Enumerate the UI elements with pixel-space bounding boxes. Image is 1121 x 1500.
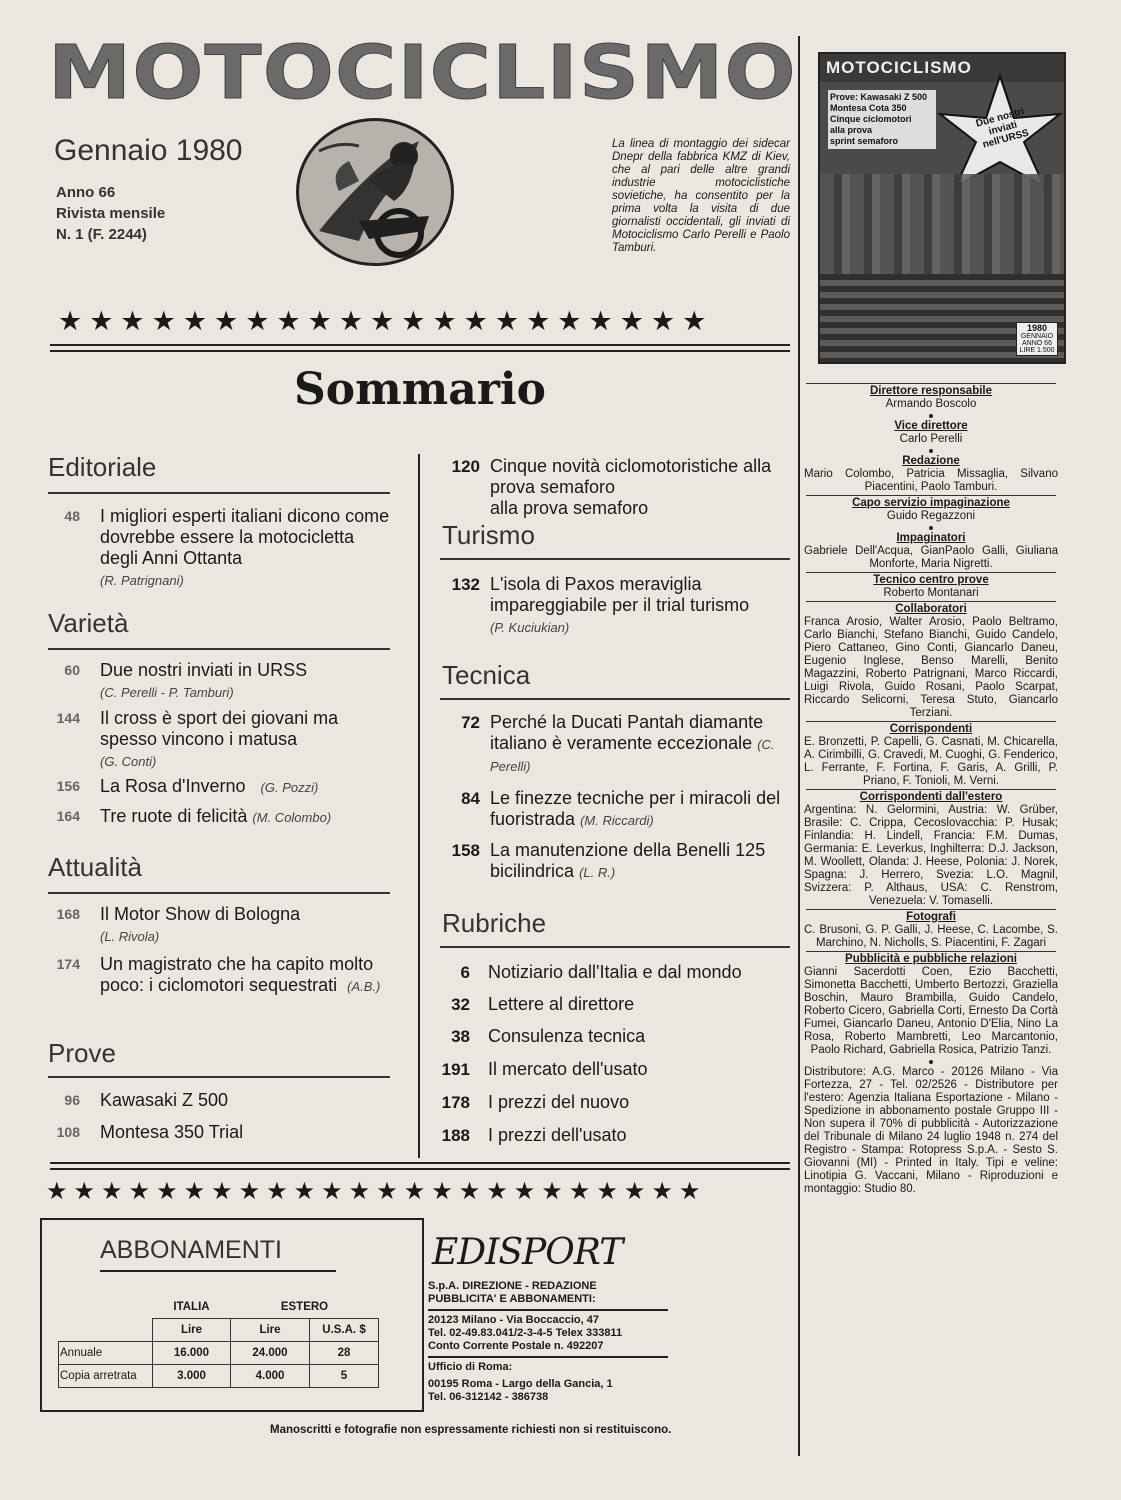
section-rule (48, 1076, 390, 1078)
list-item[interactable]: 178 I prezzi del nuovo (441, 1092, 630, 1112)
section-editoriale: Editoriale (48, 452, 157, 482)
list-item[interactable]: 72 Perché la Ducati Pantah diamante italiano è veramente eccezionale (C. Perelli) (461, 712, 775, 774)
list-item[interactable]: 156 La Rosa d'Inverno (G. Pozzi) (56, 776, 319, 796)
subscription-table: ITALIA ESTERO Lire Lire U.S.A. $ Annuale 16.000 24.000 28 Copia arretrata 3.000 4.000 5 (58, 1296, 379, 1388)
issue-year: Anno 66 (56, 184, 116, 201)
edisport-logo: EDISPORT (432, 1232, 623, 1273)
motorcycle-rider-logo (296, 118, 454, 266)
list-item[interactable]: 60 Due nostri inviati in URSS (C. Perelli - P. Tamburi) (64, 660, 308, 700)
list-item[interactable]: 191 Il mercato dell'usato (441, 1059, 648, 1079)
section-rule (440, 946, 790, 948)
issue-type: Rivista mensile (56, 205, 166, 222)
issue-date: Gennaio 1980 (54, 134, 243, 167)
list-item[interactable]: 174 Un magistrato che ha capito molto poco: i ciclomotori sequestrati (A.B.) (56, 954, 381, 995)
list-item[interactable]: 96 Kawasaki Z 500 (64, 1090, 229, 1110)
edisport-info: S.p.A. DIREZIONE - REDAZIONE PUBBLICITA' E ABBONAMENTI: 20123 Milano - Via Boccaccio, 47 Tel. 02-49.83.041/2-3-4-5 Telex 333811 Conto Corrente Postale n. 492207 Ufficio di Roma: 00195 Roma - Largo della Gancia, 1 Tel. 06-312142 - 386738 (428, 1280, 668, 1404)
section-rule (48, 648, 390, 650)
list-item[interactable]: 6 Notiziario dall'Italia e dal mondo (460, 962, 742, 982)
cover-lines: Prove: Kawasaki Z 500 Montesa Cota 350 Cinque ciclomotori alla prova sprint semaforo (828, 90, 936, 149)
top-rule-1 (50, 344, 790, 346)
section-rule (440, 558, 790, 560)
list-item[interactable]: 164 Tre ruote di felicità (M. Colombo) (56, 806, 332, 826)
rider-illustration (299, 121, 451, 263)
list-item[interactable]: 144 Il cross è sport dei giovani ma spesso vincono i matusa (G. Conti) (56, 708, 339, 769)
section-rule (48, 492, 390, 494)
staff-masthead: Direttore responsabile Armando Boscolo Vice direttore Carlo Perelli Redazione Mario Colombo, Patricia Missaglia, Silvano Piacentini, Paolo Tamburi. Capo servizio impaginazione Guido Regazzoni Impaginatori Gabriele Dell'Acqua, GianPaolo Galli, Giuliana Monforte, Maria Nigretti. Tecnico centro prove Roberto Montanari Collaboratori Franca Arosio, Walter Arosio, Paolo Beltramo, Carlo Bianchi, Stefano Bianchi, Guido Candelo, Piero Cattaneo, Gino Conti, Giancarlo Daneu, Eugenio Inglese, Benso Marelli, Benito Magazzini, Roberto Patrignani, Marco Riccardi, Luigi Rivola, Guido Rosani, Paolo Scarpat, Riccardo Selicorni, Teresa Stuto, Giancarlo Terziani. Corrispondenti E. Bronzetti, P. Capelli, G. Casnati, M. Chicarella, A. Cirimbilli, G. Cravedi, M. Cuoghi, G. Fenderico, L. Ferrante, F. Fortina, F. Garis, A. Grilli, P. Priano, F. Tonioli, M. Verni. Corrispondenti dall'estero Argentina: N. Gelormini, Austria: W. Grüber, Brasile: C. Crippa, Cecoslovacchia: P. Husak; Finlandia: H. Lindell, Francia: F.M. Dumas, Germania: E. Leverkus, Inghilterra: D.J. Jackson, M. Woollett, Olanda: J. Heese, Polonia: J. Norek, Spagna: J. Herrero, Svezia: L.O. Magnil, Svizzera: P. Althaus, USA: C. Renstrom, Venezuela: V. Tomaselli. Fotografi C. Brusoni, G. P. Galli, J. Heese, C. Lacombe, S. Marchino, N. Nicholls, S. Piacentini, F. Zagari Pubblicità e pubbliche relazioni Gianni Sacerdotti Coen, Ezio Bacchetti, Simonetta Bacchetti, Umberto Bertozzi, Graziella Boschin, Mauro Brambilla, Guido Candelo, Roberto Cicero, Gabriella Corti, Ernesto Da Cortà Fumei, Giancarlo Daneu, Antonio D'Elia, Nino La Rosa, Roberto Mambretti, Leo Marcantonio, Paolo Richard, Gabriella Rosica, Patrizio Tanzi. Distributore: A.G. Marco - 20126 Milano - Via Fortezza, 27 - Tel. 02/2526 - Distributore per l'estero: Agenzia Italiana Esportazione - Milano - Spedizione in abbonamento postale Gruppo III - Non supera il 70% di pubblicità - Autorizzazione del Tribunale di Milano 24 luglio 1948 n. 274 del Registro - Stampa: Rotopress S.p.A. - Sesto S. Giovanni (MI) - Printed in Italy. Tipi e veline: Linotipia G. Vaccani, Milano - Riproduzioni e montaggio: Studio 80. (804, 385, 1058, 1195)
cover-price-badge: 1980 GENNAIO ANNO 66 LIRE 1.500 (1016, 322, 1058, 356)
cover-caption: La linea di montaggio dei sidecar Dnepr della fabbrica KMZ di Kiev, che al pari delle altre grandi industrie motociclistiche sovietiche, ha consentito per la prima volta la visita di due giornalisti occidentali, gli inviati di Motociclismo Carlo Perelli e Paolo Tamburi. (612, 138, 790, 254)
section-turismo: Turismo (442, 520, 535, 550)
issue-number: N. 1 (F. 2244) (56, 226, 147, 243)
section-varieta: Varietà (48, 608, 129, 638)
section-rule (48, 892, 390, 894)
section-tecnica: Tecnica (442, 660, 531, 690)
sommario-title: Sommario (294, 364, 546, 415)
column-divider-center (418, 454, 420, 1158)
section-prove: Prove (48, 1038, 116, 1068)
list-item[interactable]: 38 Consulenza tecnica (451, 1026, 646, 1046)
cover-thumbnail (818, 52, 1066, 364)
list-item[interactable]: 108 Montesa 350 Trial (56, 1122, 244, 1142)
cover-title: MOTOCICLISMO (826, 58, 972, 77)
list-item[interactable]: 188 I prezzi dell'usato (441, 1125, 627, 1145)
list-item[interactable]: 120 Cinque novità ciclomotoristiche alla prova semaforo alla prova semaforo (451, 456, 772, 518)
star-row-top: ★★★★★★★★★★★★★★★★★★★★★ (58, 306, 714, 336)
abbonamenti-title: ABBONAMENTI (100, 1236, 282, 1264)
section-attualita: Attualità (48, 852, 142, 882)
bottom-rule-2 (50, 1168, 790, 1170)
footer-note: Manoscritti e fotografie non espressamente richiesti non si restituiscono. (270, 1424, 672, 1436)
list-item[interactable]: 168 Il Motor Show di Bologna (L. Rivola) (56, 904, 301, 944)
star-row-bottom: ★★★★★★★★★★★★★★★★★★★★★★★★ (46, 1178, 707, 1205)
bottom-rule-1 (50, 1162, 790, 1164)
top-rule-2 (50, 350, 790, 352)
list-item[interactable]: 48 I migliori esperti italiani dicono come dovrebbe essere la motocicletta degli Anni Ottanta (R. Patrignani) (64, 506, 390, 588)
list-item[interactable]: 84 Le finezze tecniche per i miracoli del fuoristrada (M. Riccardi) (461, 788, 781, 829)
list-item[interactable]: 132 L'isola di Paxos meraviglia impareggiabile per il trial turismo (P. Kuciukian) (451, 574, 750, 635)
list-item[interactable]: 32 Lettere al direttore (451, 994, 635, 1014)
masthead-title: MOTOCICLISMO (48, 30, 797, 116)
cover-starburst-text: Due nostri inviati nell'URSS (974, 106, 1031, 151)
section-rule (440, 698, 790, 700)
list-item[interactable]: 158 La manutenzione della Benelli 125 bicilindrica (L. R.) (451, 840, 766, 881)
section-rubriche: Rubriche (442, 908, 547, 938)
